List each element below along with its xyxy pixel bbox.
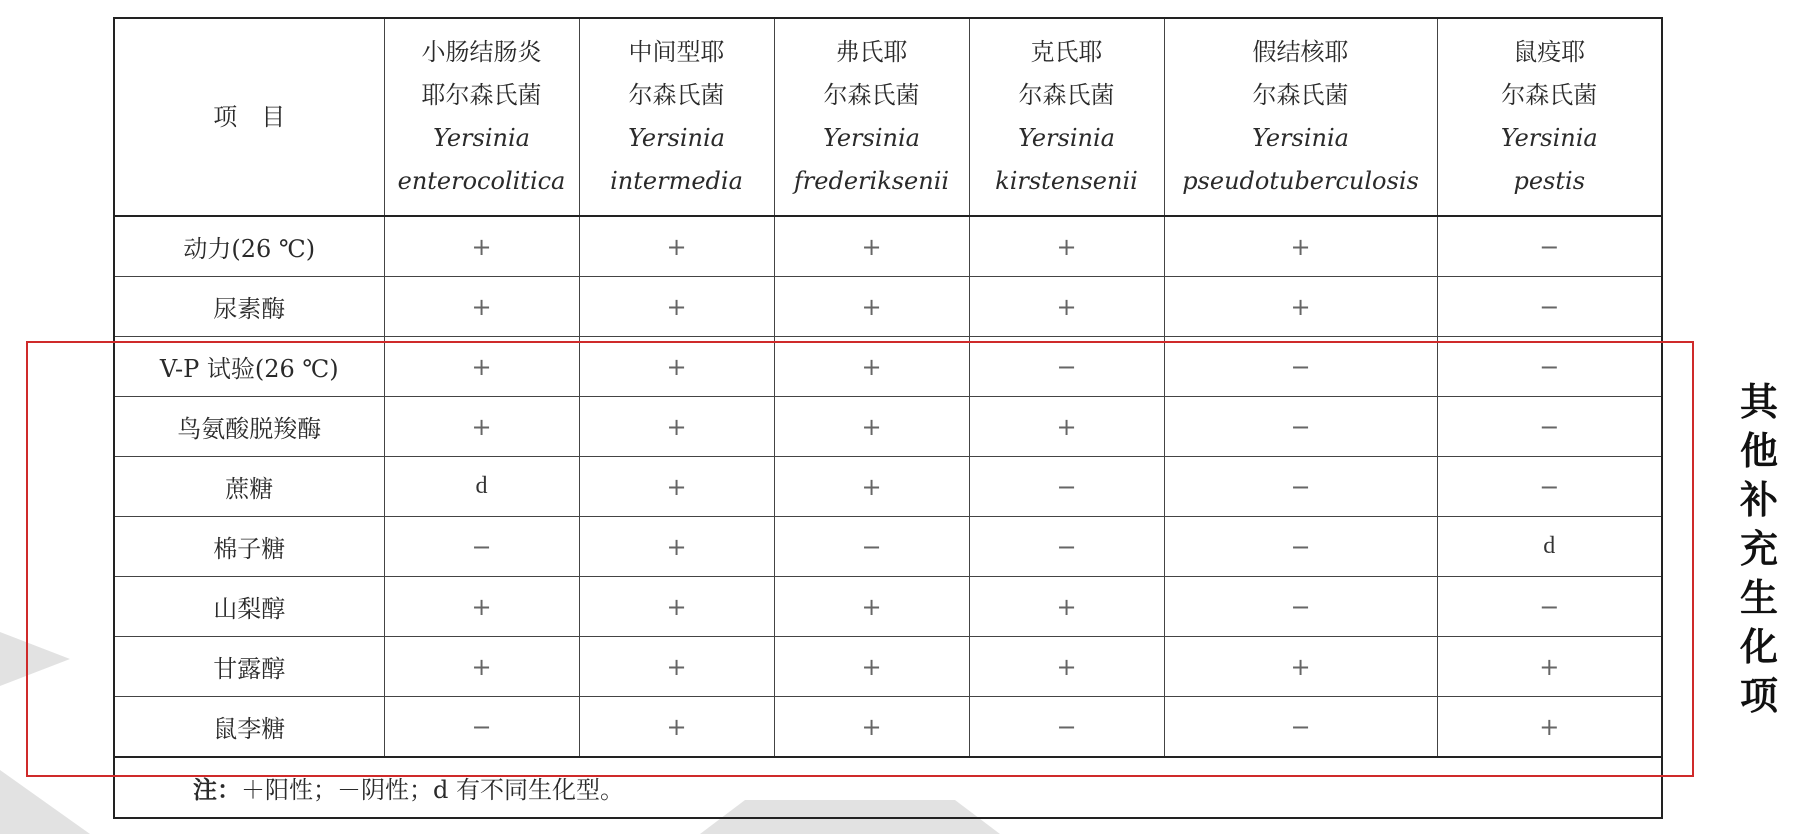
header-cn-line1: 中间型耶 <box>628 38 725 66</box>
header-cn-line1: 弗氏耶 <box>835 38 908 66</box>
table-row <box>114 457 1662 517</box>
header-cn-line2: 尔森氏菌 <box>1018 81 1115 109</box>
row-label: 甘露醇 <box>114 637 384 697</box>
header-cn-line1: 假结核耶 <box>1252 38 1349 66</box>
result-cell: + <box>579 216 774 277</box>
header-genus: Yersinia <box>433 124 530 152</box>
note-text: ＋阳性；－阴性；d 有不同生化型。 <box>241 776 624 804</box>
row-label: 山梨醇 <box>114 577 384 637</box>
result-cell: + <box>579 337 774 397</box>
table-row <box>114 577 1662 637</box>
result-cell: + <box>774 637 969 697</box>
result-cell: − <box>969 457 1164 517</box>
result-cell: + <box>384 577 579 637</box>
header-species: frederiksenii <box>793 167 950 195</box>
result-cell: + <box>1164 216 1437 277</box>
header-cn-line2: 尔森氏菌 <box>1501 81 1598 109</box>
header-cn-line2: 尔森氏菌 <box>823 81 920 109</box>
result-cell: + <box>774 277 969 337</box>
result-cell: d <box>1437 517 1662 577</box>
result-cell: + <box>969 577 1164 637</box>
result-cell: − <box>774 517 969 577</box>
result-cell: − <box>1164 397 1437 457</box>
result-cell: + <box>384 337 579 397</box>
result-cell: + <box>969 216 1164 277</box>
header-col-5 <box>1164 18 1437 216</box>
table-row <box>114 517 1662 577</box>
result-cell: − <box>1164 577 1437 637</box>
header-col-3 <box>774 18 969 216</box>
result-cell: + <box>774 457 969 517</box>
row-label: V-P 试验(26 ℃) <box>114 337 384 397</box>
result-cell: − <box>384 517 579 577</box>
result-cell: + <box>579 517 774 577</box>
result-cell: − <box>1164 457 1437 517</box>
header-cn-line1: 克氏耶 <box>1030 38 1103 66</box>
header-col-6 <box>1437 18 1662 216</box>
result-cell: + <box>1437 637 1662 697</box>
table-row <box>114 337 1662 397</box>
row-label: 鼠李糖 <box>114 697 384 758</box>
result-cell: + <box>579 697 774 758</box>
result-cell: − <box>969 697 1164 758</box>
row-label: 棉子糖 <box>114 517 384 577</box>
table-note <box>114 757 1662 818</box>
row-label: 蔗糖 <box>114 457 384 517</box>
header-genus: Yersinia <box>1252 124 1349 152</box>
result-cell: + <box>579 457 774 517</box>
header-row <box>114 18 1662 216</box>
result-cell: + <box>384 277 579 337</box>
header-genus: Yersinia <box>823 124 920 152</box>
result-cell: − <box>1437 216 1662 277</box>
table-row <box>114 637 1662 697</box>
result-cell: − <box>1164 517 1437 577</box>
result-cell: − <box>384 697 579 758</box>
result-cell: − <box>1437 457 1662 517</box>
result-cell: + <box>384 216 579 277</box>
result-cell: + <box>969 637 1164 697</box>
header-item: 项 目 <box>114 18 384 216</box>
result-cell: + <box>579 277 774 337</box>
result-cell: + <box>579 577 774 637</box>
header-cn-line1: 鼠疫耶 <box>1513 38 1586 66</box>
row-label: 动力(26 ℃) <box>114 216 384 277</box>
result-cell: − <box>969 517 1164 577</box>
result-cell: + <box>1164 637 1437 697</box>
result-cell: − <box>1164 697 1437 758</box>
row-label: 鸟氨酸脱羧酶 <box>114 397 384 457</box>
result-cell: − <box>969 337 1164 397</box>
side-annotation: 其他补充生化项 <box>1739 380 1778 718</box>
header-species: pseudotuberculosis <box>1182 167 1419 195</box>
result-cell: + <box>969 277 1164 337</box>
result-cell: + <box>774 577 969 637</box>
table-row <box>114 277 1662 337</box>
header-species: kirstensenii <box>995 167 1138 195</box>
note-row <box>114 757 1662 818</box>
result-cell: + <box>774 337 969 397</box>
header-species: intermedia <box>610 167 743 195</box>
result-cell: + <box>1164 277 1437 337</box>
note-label: 注： <box>193 775 241 804</box>
header-genus: Yersinia <box>1500 124 1598 152</box>
result-cell: + <box>384 637 579 697</box>
row-label: 尿素酶 <box>114 277 384 337</box>
result-cell: d <box>384 457 579 517</box>
watermark-shape <box>0 770 90 834</box>
result-cell: + <box>774 697 969 758</box>
result-cell: + <box>384 397 579 457</box>
result-cell: − <box>1437 577 1662 637</box>
header-cn-line2: 尔森氏菌 <box>1252 81 1349 109</box>
result-cell: + <box>774 397 969 457</box>
result-cell: + <box>579 637 774 697</box>
watermark-shape <box>0 632 70 686</box>
header-col-4 <box>969 18 1164 216</box>
result-cell: − <box>1164 337 1437 397</box>
header-genus: Yersinia <box>1018 124 1115 152</box>
header-col-2 <box>579 18 774 216</box>
header-col-1 <box>384 18 579 216</box>
result-cell: − <box>1437 397 1662 457</box>
header-species: enterocolitica <box>397 167 566 195</box>
result-cell: + <box>774 216 969 277</box>
header-cn-line2: 尔森氏菌 <box>628 81 725 109</box>
header-cn-line1: 小肠结肠炎 <box>421 38 542 66</box>
table-row <box>114 697 1662 758</box>
result-cell: + <box>969 397 1164 457</box>
header-genus: Yersinia <box>628 124 725 152</box>
result-cell: − <box>1437 277 1662 337</box>
result-cell: − <box>1437 337 1662 397</box>
header-cn-line2: 耶尔森氏菌 <box>421 81 542 109</box>
result-cell: + <box>579 397 774 457</box>
biochemical-table <box>113 17 1663 819</box>
table-row <box>114 216 1662 277</box>
table-row <box>114 397 1662 457</box>
header-species: pestis <box>1513 167 1586 195</box>
result-cell: + <box>1437 697 1662 758</box>
